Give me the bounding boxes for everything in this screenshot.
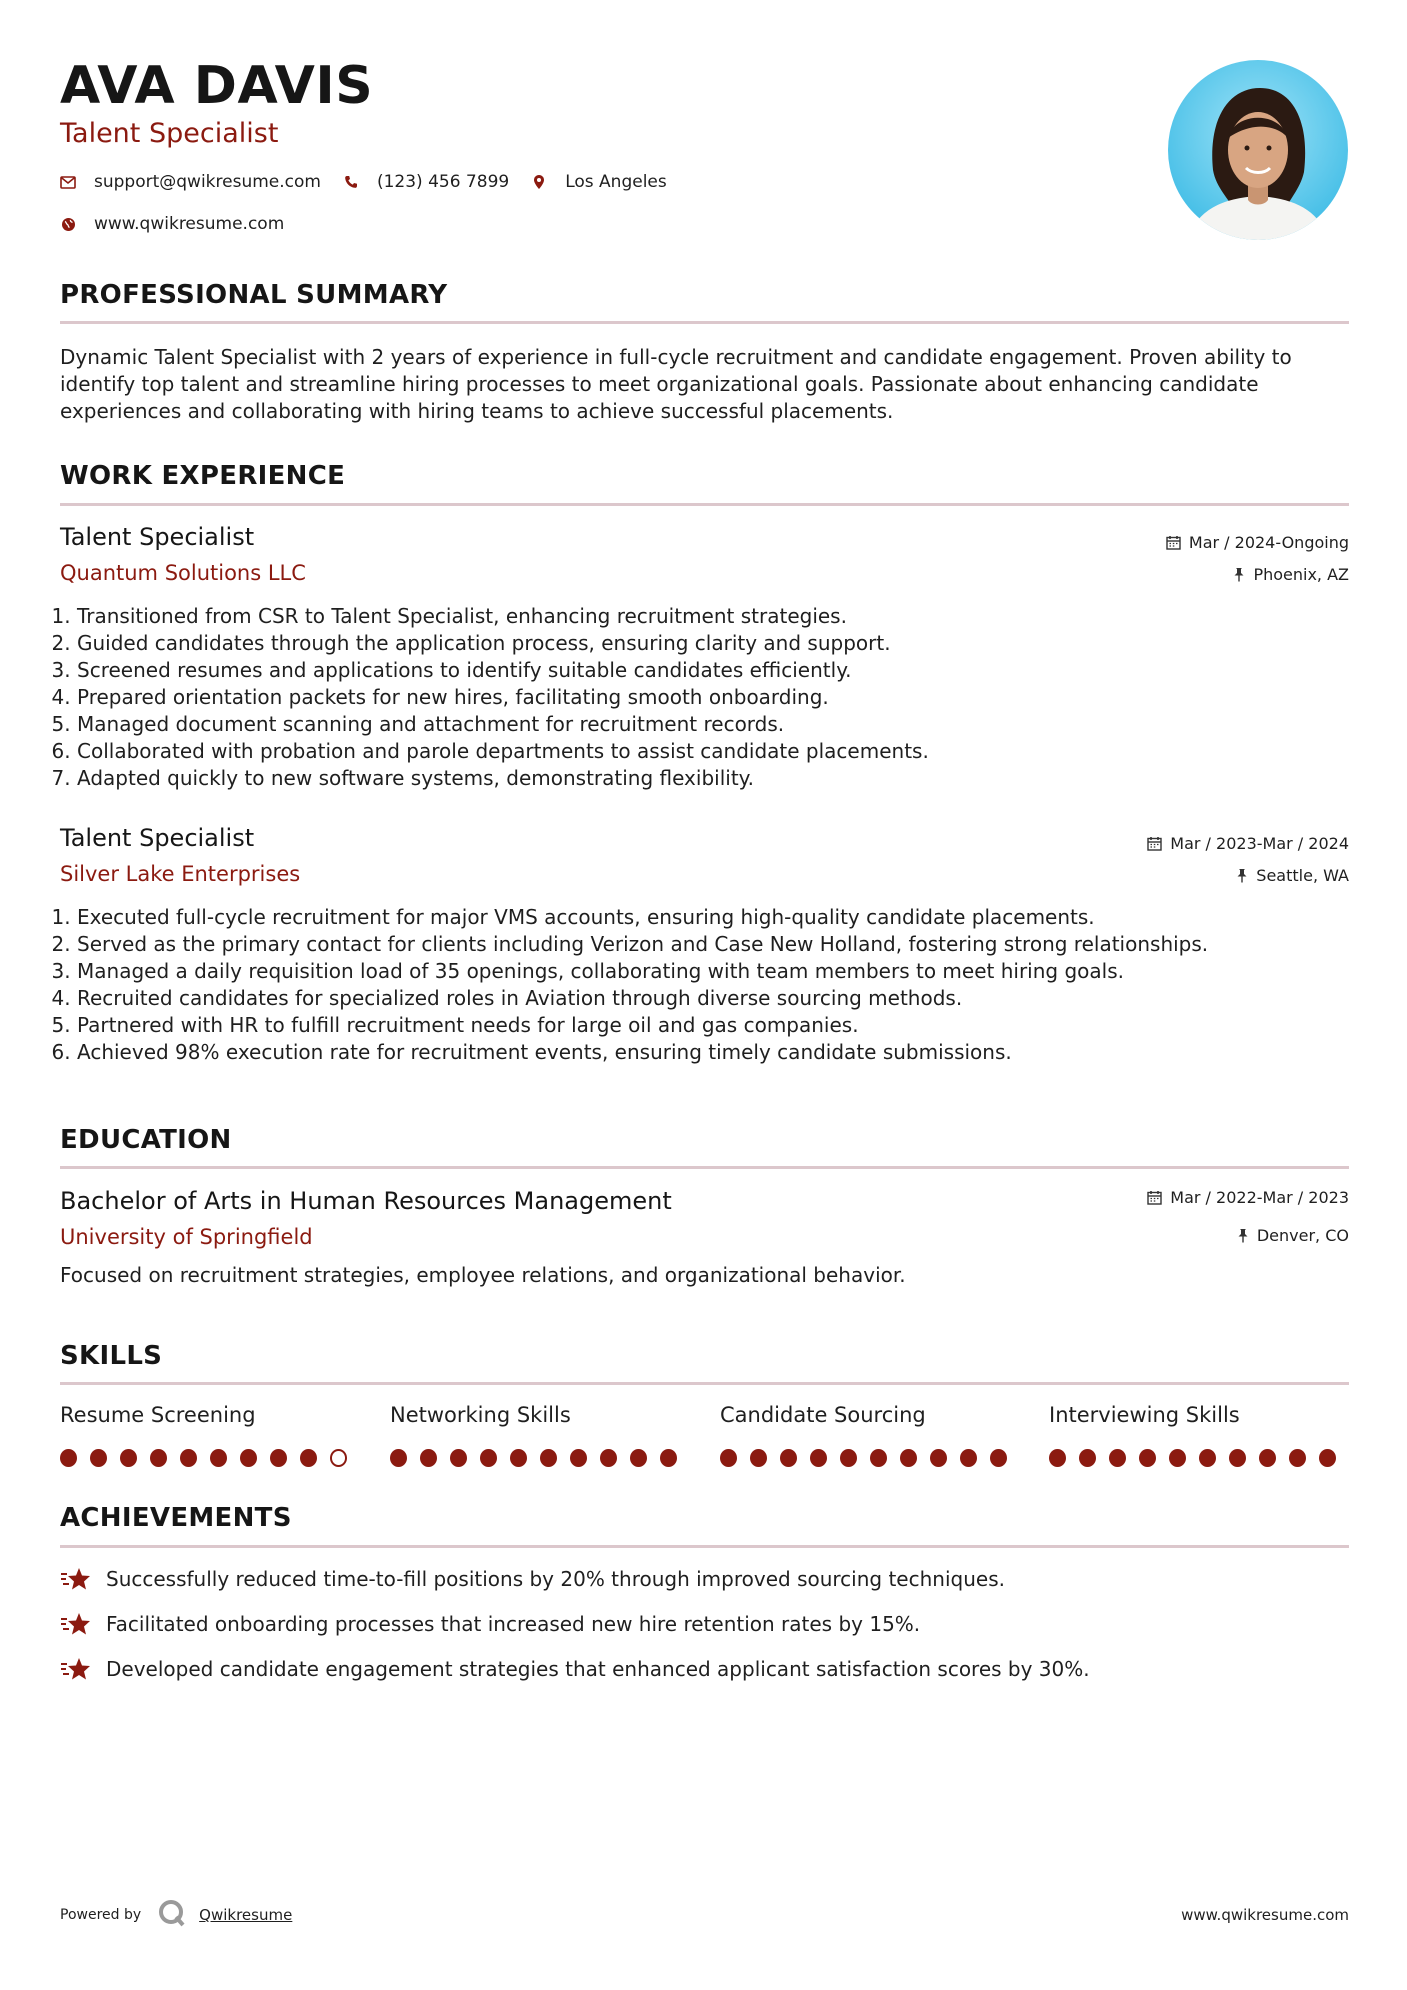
job-bullet: 6. Achieved 98% execution rate for recruitment events, ensuring timely candidate submissions. (77, 1039, 1347, 1066)
phone-text: (123) 456 7899 (376, 172, 510, 192)
rating-dot-filled (180, 1449, 197, 1467)
rating-dot-filled (1289, 1449, 1306, 1467)
rating-dot-filled (990, 1449, 1007, 1467)
footer-website[interactable]: www.qwikresume.com (1181, 1906, 1349, 1924)
rating-dot-filled (780, 1449, 797, 1467)
skill-rating (1049, 1449, 1349, 1467)
rating-dot-filled (450, 1449, 467, 1467)
contact-phone[interactable] (343, 172, 509, 192)
rating-dot-filled (810, 1449, 827, 1467)
rating-dot-filled (660, 1449, 677, 1467)
website-text: www.qwikresume.com (94, 214, 285, 234)
map-pin-icon (531, 174, 547, 190)
rating-dot-filled (120, 1449, 137, 1467)
achievements-heading: ACHIEVEMENTS (60, 1503, 292, 1533)
education-dates (1147, 1188, 1349, 1207)
experience-divider (60, 503, 1349, 506)
rating-dot-filled (1319, 1449, 1336, 1467)
job-bullet: 3. Screened resumes and applications to identify suitable candidates efficiently. (77, 657, 1347, 684)
profile-photo (1168, 60, 1348, 240)
contact-website[interactable] (60, 214, 284, 234)
degree-title: Bachelor of Arts in Human Resources Management (60, 1187, 672, 1215)
rating-dot-filled (1169, 1449, 1186, 1467)
skills-heading: SKILLS (60, 1341, 163, 1371)
phone-icon (343, 174, 359, 190)
rating-dot-filled (510, 1449, 527, 1467)
education-description: Focused on recruitment strategies, employee relations, and organizational behavior. (60, 1263, 906, 1287)
job-bullet: 2. Served as the primary contact for clients including Verizon and Case New Holland, fostering strong relationships. (77, 931, 1347, 958)
calendar-icon (1147, 1190, 1162, 1205)
experience-heading: WORK EXPERIENCE (60, 461, 346, 491)
rating-dot-filled (1109, 1449, 1126, 1467)
job-bullet: 5. Managed document scanning and attachment for recruitment records. (77, 711, 1347, 738)
location-text: Los Angeles (565, 172, 667, 192)
rating-dot-filled (1229, 1449, 1246, 1467)
achievement-item (60, 1611, 920, 1637)
rating-dot-filled (600, 1449, 617, 1467)
summary-divider (60, 321, 1349, 324)
star-award-icon (60, 1566, 92, 1592)
rating-dot-filled (480, 1449, 497, 1467)
rating-dot-filled (270, 1449, 287, 1467)
rating-dot-filled (960, 1449, 977, 1467)
rating-dot-filled (1079, 1449, 1096, 1467)
rating-dot-filled (570, 1449, 587, 1467)
job-title: Talent Specialist (60, 824, 255, 852)
education-location (1237, 1226, 1349, 1245)
pushpin-icon (1233, 567, 1245, 582)
education-divider (60, 1166, 1349, 1169)
rating-dot-filled (1199, 1449, 1216, 1467)
skill-interviewing (1049, 1403, 1349, 1467)
skill-name: Interviewing Skills (1049, 1403, 1240, 1427)
contact-location (531, 172, 667, 192)
job-bullet: 6. Collaborated with probation and parole departments to assist candidate placements. (77, 738, 1347, 765)
job-bullet: 5. Partnered with HR to fulfill recruitment needs for large oil and gas companies. (77, 1012, 1347, 1039)
candidate-name: AVA DAVIS (60, 56, 374, 116)
job-title: Talent Specialist (60, 523, 255, 551)
summary-heading: PROFESSIONAL SUMMARY (60, 280, 448, 310)
qwikresume-link[interactable]: Qwikresume (199, 1906, 293, 1924)
job-company: Quantum Solutions LLC (60, 561, 306, 585)
rating-dot-filled (210, 1449, 227, 1467)
rating-dot-filled (1049, 1449, 1066, 1467)
education-dates-text: Mar / 2022-Mar / 2023 (1170, 1188, 1349, 1207)
rating-dot-empty (330, 1449, 347, 1467)
rating-dot-filled (930, 1449, 947, 1467)
job-company: Silver Lake Enterprises (60, 862, 301, 886)
calendar-icon (1166, 535, 1181, 550)
envelope-icon (60, 174, 76, 190)
rating-dot-filled (720, 1449, 737, 1467)
rating-dot-filled (60, 1449, 77, 1467)
skill-rating (60, 1449, 360, 1467)
resume-page (60, 0, 1349, 1990)
rating-dot-filled (900, 1449, 917, 1467)
contact-row (60, 172, 689, 192)
rating-dot-filled (750, 1449, 767, 1467)
job-bullet: 1. Executed full-cycle recruitment for major VMS accounts, ensuring high-quality candidate placements. (77, 904, 1347, 931)
rating-dot-filled (870, 1449, 887, 1467)
rating-dot-filled (150, 1449, 167, 1467)
pushpin-icon (1236, 868, 1248, 883)
rating-dot-filled (1259, 1449, 1276, 1467)
job-bullet: 2. Guided candidates through the application process, ensuring clarity and support. (77, 630, 1347, 657)
achievement-text: Facilitated onboarding processes that increased new hire retention rates by 15%. (106, 1612, 921, 1636)
education-location-text: Denver, CO (1256, 1226, 1349, 1245)
qwikresume-logo-icon (157, 1898, 187, 1932)
rating-dot-filled (840, 1449, 857, 1467)
footer-powered-by (60, 1898, 292, 1932)
calendar-icon (1147, 836, 1162, 851)
email-text: support@qwikresume.com (94, 172, 321, 192)
contact-email[interactable] (60, 172, 321, 192)
skill-rating (390, 1449, 690, 1467)
job-dates-text: Mar / 2024-Ongoing (1188, 533, 1349, 552)
powered-by-label: Powered by (60, 1907, 142, 1923)
job-bullets (60, 603, 1347, 792)
skills-divider (60, 1382, 1349, 1385)
rating-dot-filled (390, 1449, 407, 1467)
rating-dot-filled (300, 1449, 317, 1467)
job-bullet: 4. Recruited candidates for specialized roles in Aviation through diverse sourcing methods. (77, 985, 1347, 1012)
rating-dot-filled (420, 1449, 437, 1467)
rating-dot-filled (240, 1449, 257, 1467)
summary-text: Dynamic Talent Specialist with 2 years of experience in full-cycle recruitment and candidate engagement. Proven ability to identify top talent and streamline hiring processes to meet organizational goals. Passionate about enhancing candidate experiences and collaborating with hiring teams to achieve successful placements. (60, 345, 1292, 423)
skill-candidate-sourcing (720, 1403, 1020, 1467)
school-name: University of Springfield (60, 1225, 313, 1249)
job-bullets (60, 904, 1347, 1066)
skill-name: Networking Skills (390, 1403, 571, 1427)
job-bullet: 3. Managed a daily requisition load of 35 openings, collaborating with team members to meet hiring goals. (77, 958, 1347, 985)
education-heading: EDUCATION (60, 1125, 232, 1155)
rating-dot-filled (90, 1449, 107, 1467)
globe-icon (60, 216, 76, 232)
job-bullet: 1. Transitioned from CSR to Talent Specialist, enhancing recruitment strategies. (77, 603, 1347, 630)
pushpin-icon (1237, 1228, 1249, 1243)
skill-name: Candidate Sourcing (720, 1403, 926, 1427)
job-location (1236, 866, 1349, 885)
achievement-item (60, 1656, 1090, 1682)
job-dates (1166, 533, 1349, 552)
achievement-text: Developed candidate engagement strategies that enhanced applicant satisfaction scores by 30%. (106, 1657, 1090, 1681)
achievement-item (60, 1566, 1005, 1592)
star-award-icon (60, 1656, 92, 1682)
rating-dot-filled (540, 1449, 557, 1467)
candidate-title: Talent Specialist (60, 118, 279, 149)
job-location-text: Phoenix, AZ (1253, 565, 1349, 584)
job-location (1233, 565, 1349, 584)
achievement-text: Successfully reduced time-to-fill positions by 20% through improved sourcing techniques. (106, 1567, 1005, 1591)
job-dates-text: Mar / 2023-Mar / 2024 (1170, 834, 1349, 853)
achievements-divider (60, 1545, 1349, 1548)
skill-name: Resume Screening (60, 1403, 256, 1427)
skill-resume-screening (60, 1403, 360, 1467)
job-location-text: Seattle, WA (1256, 866, 1349, 885)
skill-rating (720, 1449, 1020, 1467)
job-dates (1147, 834, 1349, 853)
rating-dot-filled (1139, 1449, 1156, 1467)
rating-dot-filled (630, 1449, 647, 1467)
job-bullet: 7. Adapted quickly to new software systems, demonstrating flexibility. (77, 765, 1347, 792)
skill-networking (390, 1403, 690, 1467)
star-award-icon (60, 1611, 92, 1637)
contact-row-website (60, 214, 306, 234)
job-bullet: 4. Prepared orientation packets for new hires, facilitating smooth onboarding. (77, 684, 1347, 711)
